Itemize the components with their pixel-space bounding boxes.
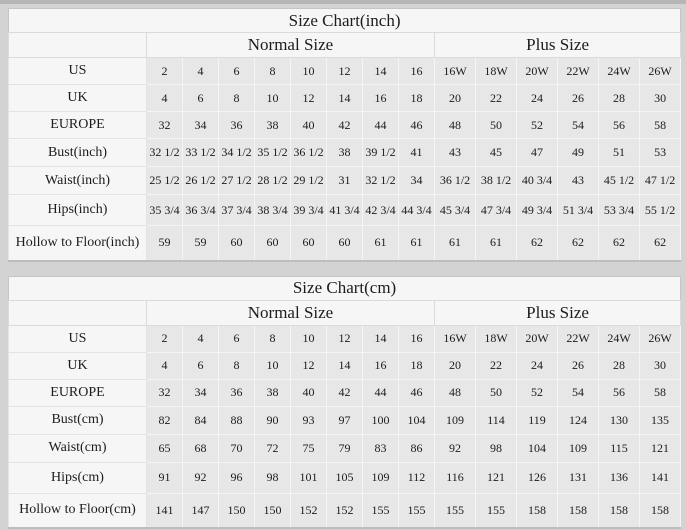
size-value-cell: 158 <box>599 493 640 528</box>
size-value-cell: 152 <box>291 493 327 528</box>
size-value-cell: 147 <box>183 493 219 528</box>
size-value-cell: 42 <box>327 379 363 406</box>
size-value-cell: 60 <box>219 226 255 261</box>
size-value-cell: 98 <box>255 462 291 493</box>
size-value-cell: 41 <box>399 139 435 167</box>
size-value-cell: 60 <box>327 226 363 261</box>
size-group-header-row <box>9 300 681 325</box>
size-value-cell: 62 <box>558 226 599 261</box>
size-value-cell: 34 <box>183 379 219 406</box>
size-value-cell: 60 <box>255 226 291 261</box>
size-value-cell: 22 <box>476 352 517 379</box>
table-row <box>9 85 681 112</box>
size-value-cell: 72 <box>255 434 291 462</box>
size-value-cell: 35 1/2 <box>255 139 291 167</box>
size-value-cell: 36 1/2 <box>435 167 476 195</box>
size-value-cell: 36 3/4 <box>183 195 219 226</box>
size-value-cell: 44 <box>363 379 399 406</box>
size-value-cell: 36 1/2 <box>291 139 327 167</box>
size-value-cell: 58 <box>640 112 681 139</box>
size-value-cell: 24W <box>599 325 640 352</box>
size-value-cell: 16 <box>399 58 435 85</box>
row-label: UK <box>9 352 147 379</box>
size-value-cell: 49 <box>558 139 599 167</box>
size-value-cell: 20 <box>435 85 476 112</box>
size-value-cell: 24 <box>517 85 558 112</box>
size-value-cell: 38 3/4 <box>255 195 291 226</box>
size-value-cell: 124 <box>558 406 599 434</box>
size-value-cell: 88 <box>219 406 255 434</box>
size-value-cell: 126 <box>517 462 558 493</box>
size-value-cell: 32 1/2 <box>363 167 399 195</box>
table-row <box>9 379 681 406</box>
size-chart-cm-table <box>8 276 681 530</box>
size-value-cell: 24W <box>599 58 640 85</box>
size-value-cell: 26 1/2 <box>183 167 219 195</box>
size-value-cell: 98 <box>476 434 517 462</box>
size-value-cell: 62 <box>517 226 558 261</box>
size-value-cell: 33 1/2 <box>183 139 219 167</box>
size-value-cell: 39 3/4 <box>291 195 327 226</box>
size-value-cell: 152 <box>327 493 363 528</box>
row-label: Waist(inch) <box>9 167 147 195</box>
size-value-cell: 61 <box>399 226 435 261</box>
size-value-cell: 136 <box>599 462 640 493</box>
size-value-cell: 27 1/2 <box>219 167 255 195</box>
size-value-cell: 14 <box>363 325 399 352</box>
size-value-cell: 26 <box>558 85 599 112</box>
size-value-cell: 22W <box>558 58 599 85</box>
size-value-cell: 48 <box>435 379 476 406</box>
size-value-cell: 104 <box>399 406 435 434</box>
size-value-cell: 48 <box>435 112 476 139</box>
size-value-cell: 34 <box>399 167 435 195</box>
size-value-cell: 52 <box>517 112 558 139</box>
size-value-cell: 75 <box>291 434 327 462</box>
size-value-cell: 100 <box>363 406 399 434</box>
size-value-cell: 105 <box>327 462 363 493</box>
size-value-cell: 10 <box>255 352 291 379</box>
size-value-cell: 119 <box>517 406 558 434</box>
size-value-cell: 101 <box>291 462 327 493</box>
size-value-cell: 16 <box>363 352 399 379</box>
size-value-cell: 62 <box>599 226 640 261</box>
size-value-cell: 59 <box>147 226 183 261</box>
size-value-cell: 47 <box>517 139 558 167</box>
size-value-cell: 54 <box>558 112 599 139</box>
size-value-cell: 16W <box>435 58 476 85</box>
size-value-cell: 61 <box>435 226 476 261</box>
size-value-cell: 158 <box>640 493 681 528</box>
size-value-cell: 109 <box>435 406 476 434</box>
size-value-cell: 121 <box>476 462 517 493</box>
size-value-cell: 8 <box>255 325 291 352</box>
size-value-cell: 53 3/4 <box>599 195 640 226</box>
size-value-cell: 58 <box>640 379 681 406</box>
size-value-cell: 45 3/4 <box>435 195 476 226</box>
row-label: Waist(cm) <box>9 434 147 462</box>
size-value-cell: 90 <box>255 406 291 434</box>
size-value-cell: 40 <box>291 379 327 406</box>
size-value-cell: 104 <box>517 434 558 462</box>
size-value-cell: 38 <box>255 112 291 139</box>
size-value-cell: 43 <box>435 139 476 167</box>
size-value-cell: 141 <box>147 493 183 528</box>
size-value-cell: 32 <box>147 379 183 406</box>
table-title: Size Chart(inch) <box>9 9 681 33</box>
size-value-cell: 6 <box>219 58 255 85</box>
size-value-cell: 61 <box>476 226 517 261</box>
size-value-cell: 55 1/2 <box>640 195 681 226</box>
group-header-normal-size: Normal Size <box>147 300 435 325</box>
size-value-cell: 46 <box>399 379 435 406</box>
size-value-cell: 12 <box>291 352 327 379</box>
size-value-cell: 54 <box>558 379 599 406</box>
size-value-cell: 121 <box>640 434 681 462</box>
size-value-cell: 155 <box>476 493 517 528</box>
size-value-cell: 16 <box>363 85 399 112</box>
size-value-cell: 62 <box>640 226 681 261</box>
group-header-plus-size: Plus Size <box>435 33 681 58</box>
size-value-cell: 82 <box>147 406 183 434</box>
size-value-cell: 16 <box>399 325 435 352</box>
table-row <box>9 493 681 528</box>
size-value-cell: 60 <box>291 226 327 261</box>
size-value-cell: 10 <box>255 85 291 112</box>
size-value-cell: 43 <box>558 167 599 195</box>
table-row <box>9 406 681 434</box>
size-value-cell: 36 <box>219 379 255 406</box>
size-value-cell: 115 <box>599 434 640 462</box>
size-value-cell: 79 <box>327 434 363 462</box>
size-value-cell: 46 <box>399 112 435 139</box>
size-value-cell: 44 3/4 <box>399 195 435 226</box>
size-value-cell: 2 <box>147 325 183 352</box>
size-value-cell: 86 <box>399 434 435 462</box>
size-value-cell: 96 <box>219 462 255 493</box>
size-value-cell: 47 1/2 <box>640 167 681 195</box>
size-value-cell: 41 3/4 <box>327 195 363 226</box>
row-label: US <box>9 58 147 85</box>
size-value-cell: 65 <box>147 434 183 462</box>
size-value-cell: 38 <box>327 139 363 167</box>
size-value-cell: 109 <box>558 434 599 462</box>
corner-cell <box>9 33 147 58</box>
size-value-cell: 26 <box>558 352 599 379</box>
size-value-cell: 61 <box>363 226 399 261</box>
size-value-cell: 18W <box>476 58 517 85</box>
row-label: Bust(inch) <box>9 139 147 167</box>
size-value-cell: 114 <box>476 406 517 434</box>
size-value-cell: 24 <box>517 352 558 379</box>
size-value-cell: 68 <box>183 434 219 462</box>
size-value-cell: 34 1/2 <box>219 139 255 167</box>
size-value-cell: 158 <box>558 493 599 528</box>
size-value-cell: 52 <box>517 379 558 406</box>
size-value-cell: 93 <box>291 406 327 434</box>
table-row <box>9 139 681 167</box>
size-value-cell: 4 <box>183 58 219 85</box>
table-row <box>9 195 681 226</box>
size-value-cell: 38 <box>255 379 291 406</box>
size-value-cell: 131 <box>558 462 599 493</box>
size-value-cell: 84 <box>183 406 219 434</box>
size-value-cell: 26W <box>640 325 681 352</box>
size-value-cell: 155 <box>399 493 435 528</box>
size-value-cell: 4 <box>183 325 219 352</box>
size-value-cell: 50 <box>476 379 517 406</box>
size-value-cell: 39 1/2 <box>363 139 399 167</box>
size-value-cell: 158 <box>517 493 558 528</box>
size-value-cell: 135 <box>640 406 681 434</box>
corner-cell <box>9 300 147 325</box>
size-value-cell: 38 1/2 <box>476 167 517 195</box>
size-value-cell: 116 <box>435 462 476 493</box>
size-value-cell: 51 3/4 <box>558 195 599 226</box>
size-value-cell: 8 <box>255 58 291 85</box>
size-value-cell: 25 1/2 <box>147 167 183 195</box>
size-value-cell: 18 <box>399 352 435 379</box>
size-value-cell: 18 <box>399 85 435 112</box>
table-title: Size Chart(cm) <box>9 276 681 300</box>
table-row <box>9 462 681 493</box>
size-value-cell: 26W <box>640 58 681 85</box>
group-header-normal-size: Normal Size <box>147 33 435 58</box>
size-value-cell: 30 <box>640 85 681 112</box>
row-label: EUROPE <box>9 112 147 139</box>
size-value-cell: 51 <box>599 139 640 167</box>
size-value-cell: 130 <box>599 406 640 434</box>
size-value-cell: 22W <box>558 325 599 352</box>
size-value-cell: 109 <box>363 462 399 493</box>
size-value-cell: 14 <box>363 58 399 85</box>
size-value-cell: 42 3/4 <box>363 195 399 226</box>
size-value-cell: 56 <box>599 379 640 406</box>
size-value-cell: 47 3/4 <box>476 195 517 226</box>
row-label: Bust(cm) <box>9 406 147 434</box>
size-value-cell: 8 <box>219 85 255 112</box>
size-value-cell: 83 <box>363 434 399 462</box>
size-value-cell: 20 <box>435 352 476 379</box>
size-value-cell: 10 <box>291 58 327 85</box>
row-label: US <box>9 325 147 352</box>
size-value-cell: 28 <box>599 352 640 379</box>
size-value-cell: 28 <box>599 85 640 112</box>
size-value-cell: 155 <box>435 493 476 528</box>
size-value-cell: 92 <box>183 462 219 493</box>
row-label: Hollow to Floor(inch) <box>9 226 147 261</box>
size-value-cell: 37 3/4 <box>219 195 255 226</box>
table-row <box>9 112 681 139</box>
size-value-cell: 12 <box>327 325 363 352</box>
size-value-cell: 6 <box>183 352 219 379</box>
size-value-cell: 12 <box>327 58 363 85</box>
size-value-cell: 34 <box>183 112 219 139</box>
size-chart-inch-table <box>8 8 681 262</box>
size-value-cell: 4 <box>147 352 183 379</box>
size-value-cell: 92 <box>435 434 476 462</box>
size-value-cell: 45 <box>476 139 517 167</box>
size-value-cell: 29 1/2 <box>291 167 327 195</box>
size-value-cell: 31 <box>327 167 363 195</box>
size-value-cell: 155 <box>363 493 399 528</box>
size-value-cell: 35 3/4 <box>147 195 183 226</box>
size-group-header-row <box>9 33 681 58</box>
table-title-row <box>9 276 681 300</box>
table-row <box>9 226 681 261</box>
size-value-cell: 56 <box>599 112 640 139</box>
table-row <box>9 167 681 195</box>
size-value-cell: 70 <box>219 434 255 462</box>
table-row <box>9 58 681 85</box>
row-label: Hips(cm) <box>9 462 147 493</box>
size-value-cell: 14 <box>327 352 363 379</box>
size-value-cell: 10 <box>291 325 327 352</box>
size-value-cell: 30 <box>640 352 681 379</box>
size-value-cell: 44 <box>363 112 399 139</box>
size-value-cell: 28 1/2 <box>255 167 291 195</box>
row-label: Hips(inch) <box>9 195 147 226</box>
size-value-cell: 16W <box>435 325 476 352</box>
size-value-cell: 12 <box>291 85 327 112</box>
size-value-cell: 112 <box>399 462 435 493</box>
row-label: Hollow to Floor(cm) <box>9 493 147 528</box>
size-value-cell: 36 <box>219 112 255 139</box>
size-value-cell: 2 <box>147 58 183 85</box>
size-value-cell: 45 1/2 <box>599 167 640 195</box>
size-value-cell: 8 <box>219 352 255 379</box>
size-value-cell: 150 <box>219 493 255 528</box>
size-value-cell: 14 <box>327 85 363 112</box>
size-value-cell: 6 <box>183 85 219 112</box>
table-row <box>9 434 681 462</box>
group-header-plus-size: Plus Size <box>435 300 681 325</box>
size-value-cell: 40 3/4 <box>517 167 558 195</box>
size-value-cell: 42 <box>327 112 363 139</box>
size-value-cell: 22 <box>476 85 517 112</box>
size-value-cell: 4 <box>147 85 183 112</box>
size-value-cell: 97 <box>327 406 363 434</box>
size-value-cell: 59 <box>183 226 219 261</box>
size-value-cell: 18W <box>476 325 517 352</box>
table-row <box>9 352 681 379</box>
size-chart-page <box>0 4 686 529</box>
row-label: UK <box>9 85 147 112</box>
size-value-cell: 40 <box>291 112 327 139</box>
size-value-cell: 91 <box>147 462 183 493</box>
size-value-cell: 141 <box>640 462 681 493</box>
size-value-cell: 20W <box>517 325 558 352</box>
size-value-cell: 50 <box>476 112 517 139</box>
table-title-row <box>9 9 681 33</box>
size-value-cell: 20W <box>517 58 558 85</box>
table-row <box>9 325 681 352</box>
size-value-cell: 32 1/2 <box>147 139 183 167</box>
size-value-cell: 150 <box>255 493 291 528</box>
size-value-cell: 49 3/4 <box>517 195 558 226</box>
size-value-cell: 53 <box>640 139 681 167</box>
size-value-cell: 32 <box>147 112 183 139</box>
size-value-cell: 6 <box>219 325 255 352</box>
row-label: EUROPE <box>9 379 147 406</box>
